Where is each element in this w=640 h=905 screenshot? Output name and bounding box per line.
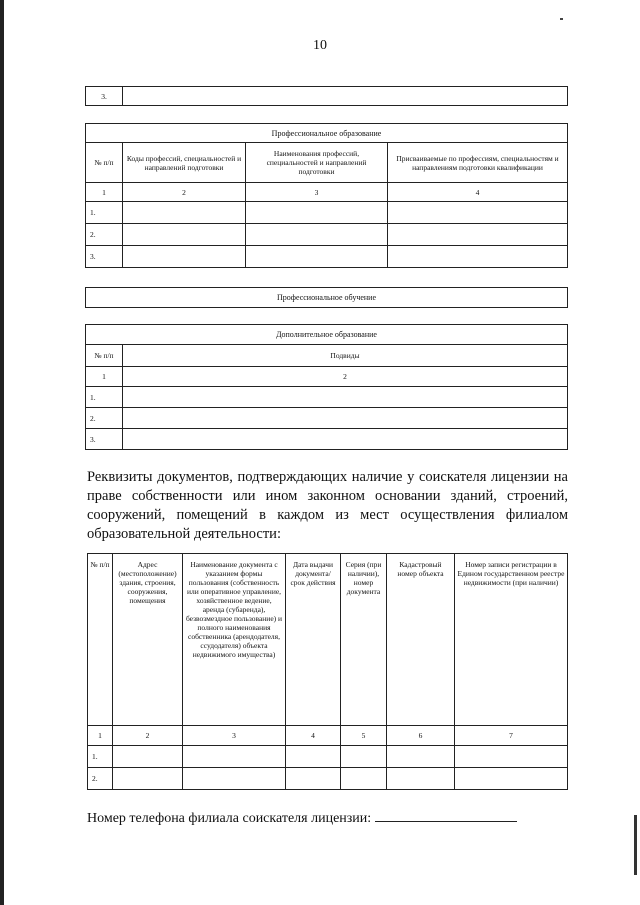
row-number: 3.: [86, 87, 123, 106]
table-row: [86, 429, 568, 450]
index-cell: 1: [88, 726, 113, 746]
index-cell: 5: [341, 726, 387, 746]
empty-cell[interactable]: [246, 202, 388, 224]
empty-cell[interactable]: [123, 429, 568, 450]
index-cell: 2: [113, 726, 183, 746]
table-row: [86, 408, 568, 429]
table-row: [86, 202, 568, 224]
empty-cell[interactable]: [123, 246, 246, 268]
row-number: 3.: [86, 246, 123, 268]
row-number: 1.: [86, 202, 123, 224]
empty-cell[interactable]: [123, 387, 568, 408]
empty-cell[interactable]: [113, 746, 183, 768]
row-number: 1.: [86, 387, 123, 408]
col-header-number: № п/п: [86, 143, 123, 183]
index-cell: 3: [183, 726, 286, 746]
empty-cell[interactable]: [286, 768, 341, 790]
empty-cell[interactable]: [341, 746, 387, 768]
table-row: [88, 746, 568, 768]
index-cell: 1: [86, 183, 123, 202]
empty-cell[interactable]: [183, 746, 286, 768]
table-row: [86, 224, 568, 246]
index-cell: 4: [388, 183, 568, 202]
col-header-number: № п/п: [86, 345, 123, 367]
scan-edge-right: [634, 815, 637, 875]
table-row: [86, 246, 568, 268]
col-header-subtypes: Подвиды: [123, 345, 568, 367]
scan-speck: [560, 18, 563, 20]
phone-line: [87, 811, 517, 827]
col-header-registry-record: Номер записи регистрации в Едином государственном реестре недвижимости (при наличии): [455, 554, 568, 726]
index-cell: 1: [86, 367, 123, 387]
row-number: 2.: [88, 768, 113, 790]
col-header-document-name: Наименование документа с указанием формы пользования (собственность или оперативное управление, хозяйственное ведение, аренда (субаренда), безвозмездное пользование) и полного наименования собственника (арендодателя, ссудодателя) объекта недвижимого имущества): [183, 554, 286, 726]
header-row: [86, 143, 568, 183]
col-header-issue-date: Дата выдачи документа/ срок действия: [286, 554, 341, 726]
table-title: Профессиональное обучение: [86, 288, 568, 308]
empty-cell[interactable]: [246, 224, 388, 246]
empty-cell[interactable]: [455, 768, 568, 790]
phone-label: Номер телефона филиала соискателя лицензии:: [87, 811, 372, 826]
col-header-qualifications: Присваиваемые по профессиям, специальностям и направлениям подготовки квалификации: [388, 143, 568, 183]
index-cell: 2: [123, 367, 568, 387]
index-row: [86, 183, 568, 202]
professional-education-table: [85, 123, 568, 268]
empty-cell[interactable]: [183, 768, 286, 790]
premises-documents-table: [87, 553, 568, 790]
scan-edge-left: [0, 0, 4, 905]
professional-training-table: [85, 287, 568, 308]
page-number: 10: [313, 38, 327, 53]
empty-cell[interactable]: [113, 768, 183, 790]
table-row: [88, 768, 568, 790]
empty-cell[interactable]: [246, 246, 388, 268]
row-number: 1.: [88, 746, 113, 768]
col-header-number: № п/п: [88, 554, 113, 726]
table-title: Профессиональное образование: [86, 124, 568, 143]
index-cell: 3: [246, 183, 388, 202]
additional-education-table: [85, 324, 568, 450]
empty-cell[interactable]: [123, 224, 246, 246]
empty-cell[interactable]: [388, 224, 568, 246]
index-cell: 7: [455, 726, 568, 746]
requisites-paragraph: Реквизиты документов, подтверждающих наличие у соискателя лицензии на праве собственности или ином законном основании зданий, строений, сооружений, помещений в каждом из мест осуществления филиалом образовательной деятельности:: [87, 469, 568, 542]
empty-cell[interactable]: [286, 746, 341, 768]
row-number: 2.: [86, 408, 123, 429]
phone-input-blank[interactable]: [375, 820, 517, 822]
empty-cell[interactable]: [123, 202, 246, 224]
col-header-cadastral-number: Кадастровый номер объекта: [387, 554, 455, 726]
table-row: [86, 87, 568, 106]
col-header-address: Адрес (местоположение) здания, строения, сооружения, помещения: [113, 554, 183, 726]
index-cell: 4: [286, 726, 341, 746]
empty-cell[interactable]: [388, 202, 568, 224]
index-row: [86, 367, 568, 387]
table-row: [86, 387, 568, 408]
empty-cell[interactable]: [123, 408, 568, 429]
table-title: Дополнительное образование: [86, 325, 568, 345]
col-header-names: Наименования профессий, специальностей и направлений подготовки: [246, 143, 388, 183]
row-number: 3.: [86, 429, 123, 450]
empty-cell[interactable]: [341, 768, 387, 790]
index-row: [88, 726, 568, 746]
row-number: 2.: [86, 224, 123, 246]
col-header-codes: Коды профессий, специальностей и направлений подготовки: [123, 143, 246, 183]
col-header-series-number: Серия (при наличии), номер документа: [341, 554, 387, 726]
empty-cell[interactable]: [123, 87, 568, 106]
header-row: [88, 554, 568, 726]
header-row: [86, 345, 568, 367]
index-cell: 2: [123, 183, 246, 202]
top-continuation-table: [85, 86, 568, 106]
empty-cell[interactable]: [387, 746, 455, 768]
empty-cell[interactable]: [387, 768, 455, 790]
empty-cell[interactable]: [388, 246, 568, 268]
empty-cell[interactable]: [455, 746, 568, 768]
index-cell: 6: [387, 726, 455, 746]
